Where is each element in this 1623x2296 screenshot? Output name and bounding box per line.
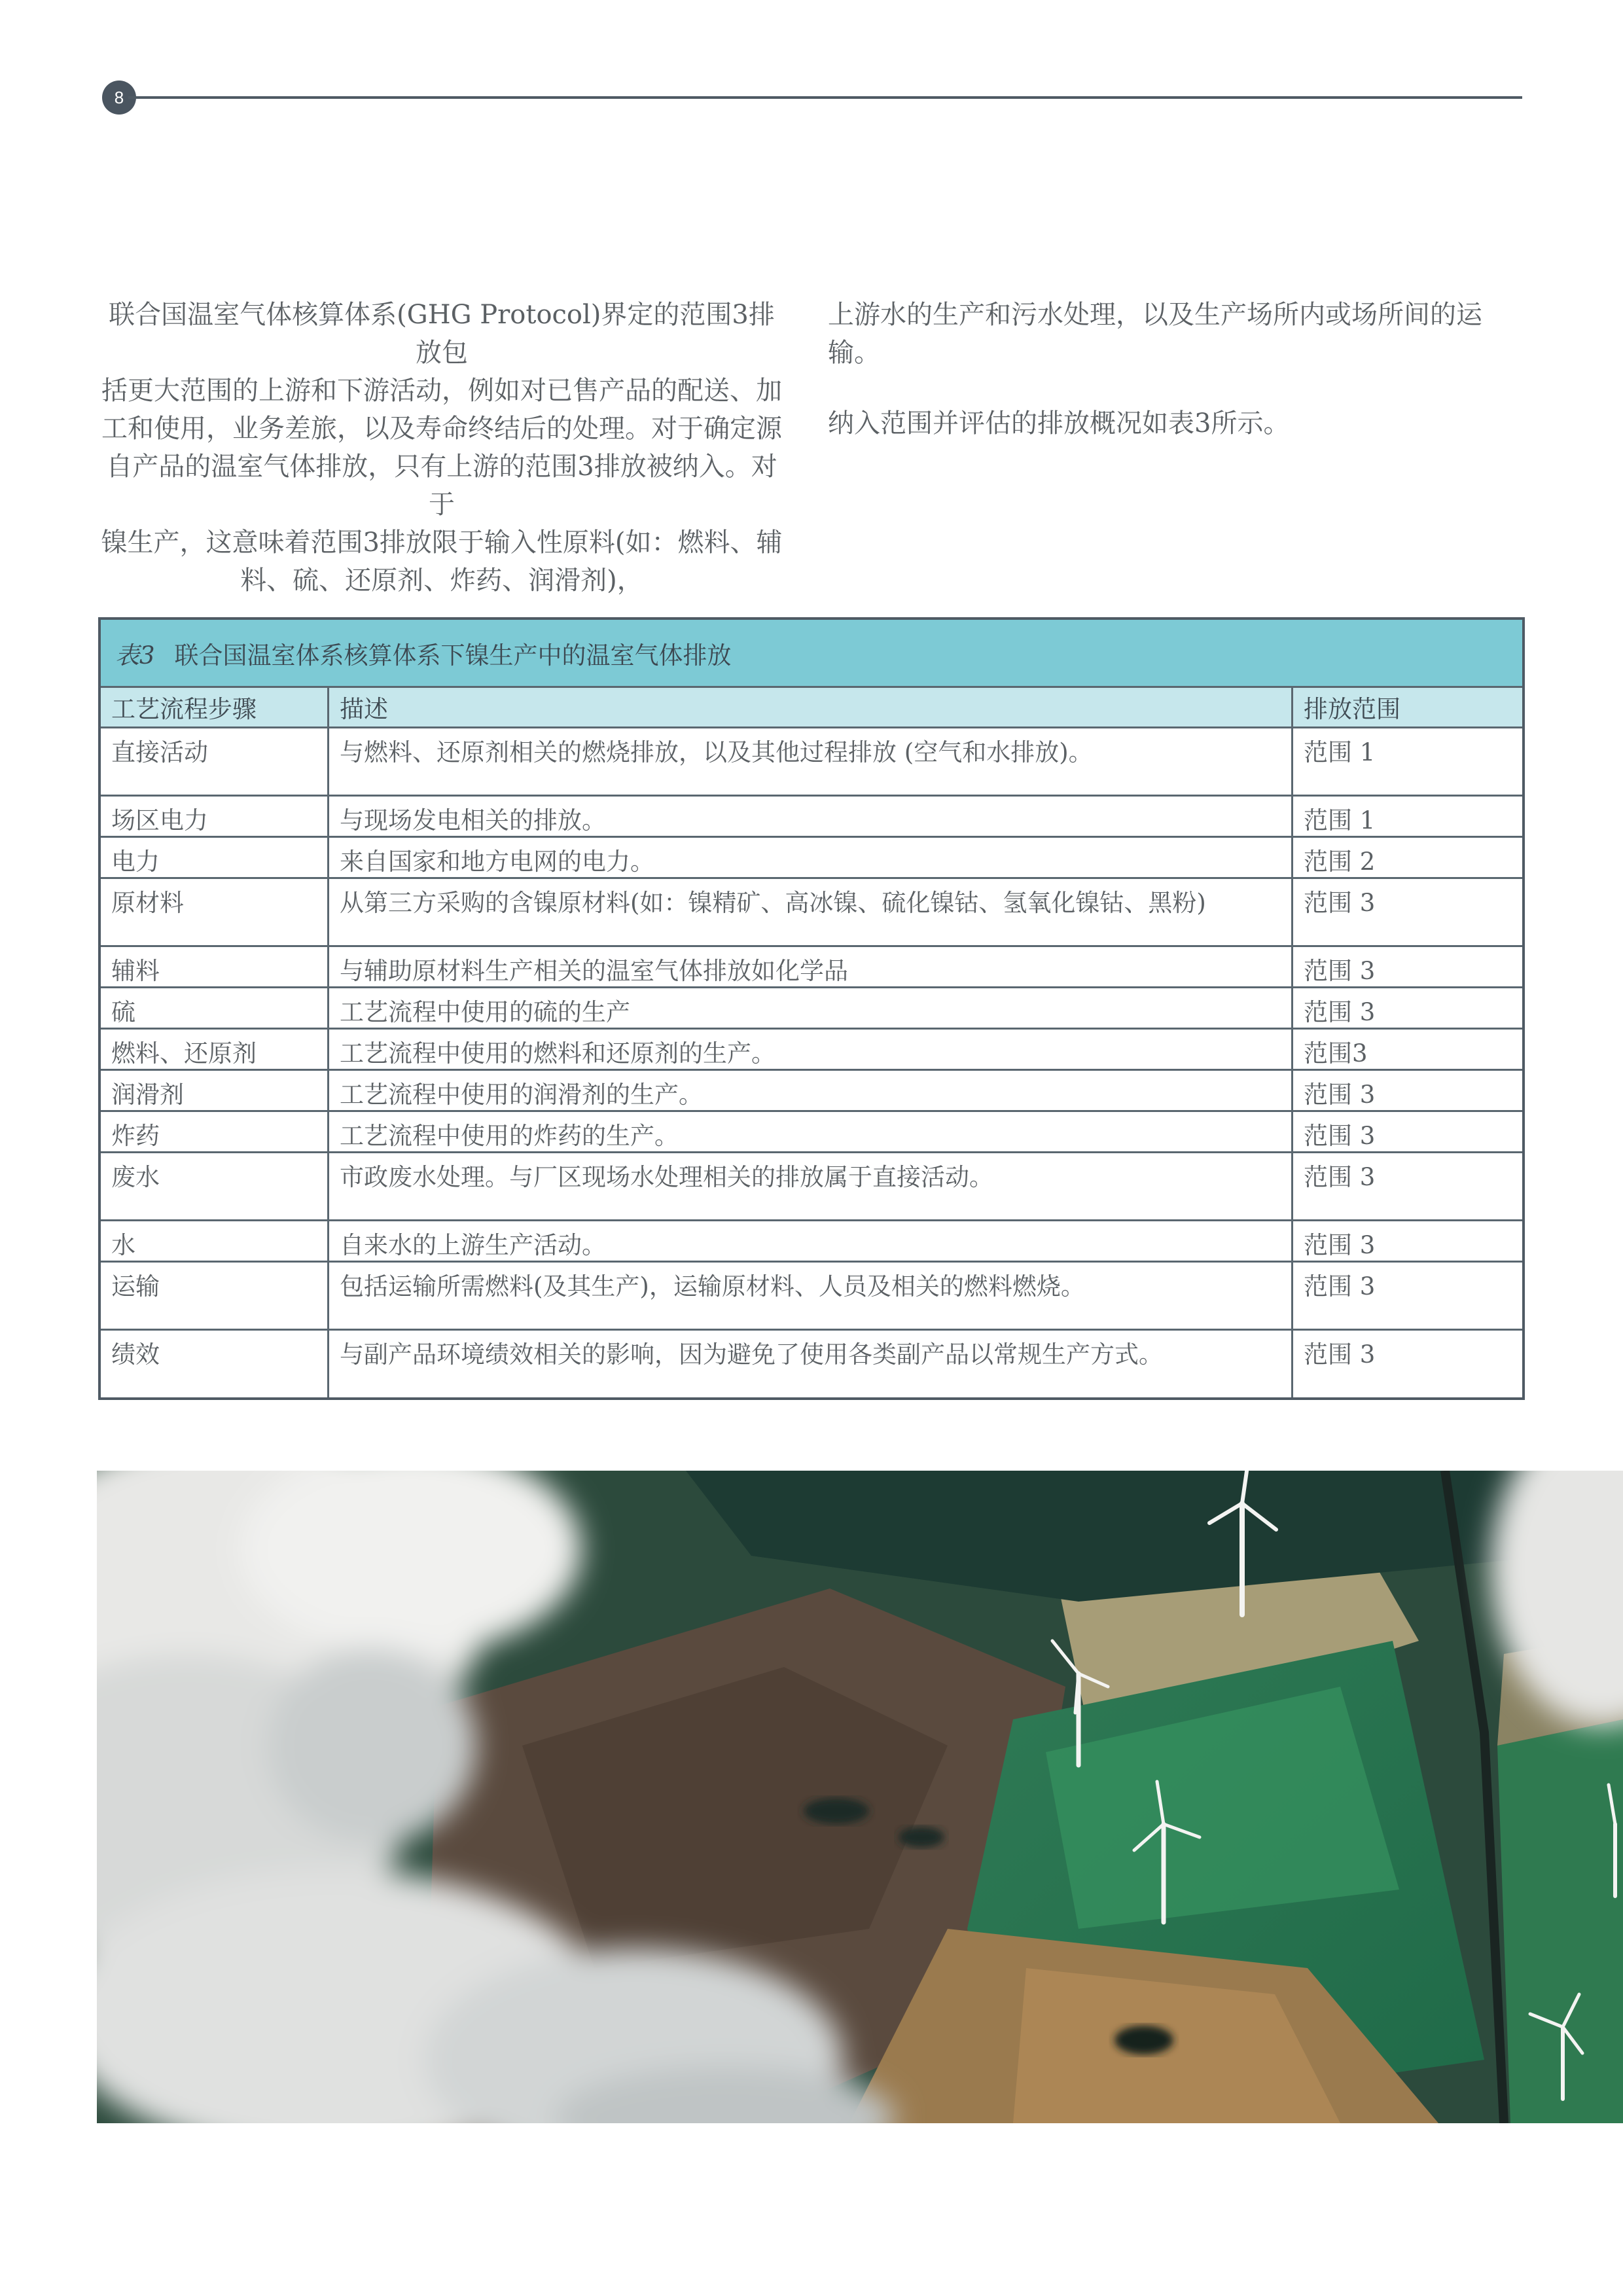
cell-step: 绩效 bbox=[101, 1329, 329, 1397]
cell-step: 炸药 bbox=[101, 1111, 329, 1152]
table-row bbox=[101, 1329, 1522, 1397]
cell-step: 辅料 bbox=[101, 946, 329, 987]
cell-step: 直接活动 bbox=[101, 727, 329, 795]
aerial-wind-farm-photo bbox=[97, 1471, 1623, 2123]
table-row bbox=[101, 1261, 1522, 1329]
column-header-scope: 排放范围 bbox=[1293, 688, 1523, 727]
header-rule bbox=[128, 96, 1522, 99]
table-number: 表3 bbox=[115, 641, 155, 670]
cell-scope: 范围 1 bbox=[1293, 727, 1523, 795]
cell-step: 电力 bbox=[101, 836, 329, 878]
table-row bbox=[101, 987, 1522, 1028]
table-grid bbox=[101, 688, 1522, 1397]
table-row bbox=[101, 878, 1522, 946]
table-row bbox=[101, 836, 1522, 878]
cell-scope: 范围 2 bbox=[1293, 836, 1523, 878]
cell-step: 润滑剂 bbox=[101, 1069, 329, 1111]
table-row bbox=[101, 1111, 1522, 1152]
cell-scope: 范围3 bbox=[1293, 1028, 1523, 1069]
table-row bbox=[101, 795, 1522, 836]
intro-paragraph: 上游水的生产和污水处理，以及生产场所内或场所间的运输。 bbox=[828, 300, 1482, 368]
cell-scope: 范围 1 bbox=[1293, 795, 1523, 836]
cell-scope: 范围 3 bbox=[1293, 946, 1523, 987]
cell-step: 场区电力 bbox=[101, 795, 329, 836]
cell-step: 燃料、还原剂 bbox=[101, 1028, 329, 1069]
table-row bbox=[101, 1152, 1522, 1220]
intro-right-column bbox=[828, 296, 1495, 442]
table-row bbox=[101, 1220, 1522, 1261]
cell-scope: 范围 3 bbox=[1293, 1111, 1523, 1152]
cell-step: 硫 bbox=[101, 987, 329, 1028]
cell-description: 与副产品环境绩效相关的影响，因为避免了使用各类副产品以常规生产方式。 bbox=[329, 1329, 1293, 1397]
cell-description: 来自国家和地方电网的电力。 bbox=[329, 836, 1293, 878]
cell-description: 从第三方采购的含镍原材料(如：镍精矿、高冰镍、硫化镍钴、氢氧化镍钴、黑粉) bbox=[329, 878, 1293, 946]
intro-line: 镍生产，这意味着范围3排放限于输入性原料(如：燃料、辅 bbox=[101, 528, 783, 558]
cell-scope: 范围 3 bbox=[1293, 1220, 1523, 1261]
intro-left-column bbox=[98, 296, 785, 600]
intro-paragraph: 纳入范围并评估的排放概况如表3所示。 bbox=[828, 408, 1290, 439]
table-row bbox=[101, 1028, 1522, 1069]
cell-description: 工艺流程中使用的炸药的生产。 bbox=[329, 1111, 1293, 1152]
cell-scope: 范围 3 bbox=[1293, 987, 1523, 1028]
table-title: 联合国温室体系核算体系下镍生产中的温室气体排放 bbox=[174, 641, 732, 670]
cell-description: 与燃料、还原剂相关的燃烧排放，以及其他过程排放 (空气和水排放)。 bbox=[329, 727, 1293, 795]
page-number: 8 bbox=[102, 81, 136, 115]
cell-step: 水 bbox=[101, 1220, 329, 1261]
cell-description: 与现场发电相关的排放。 bbox=[329, 795, 1293, 836]
table-caption bbox=[101, 620, 1522, 688]
cell-description: 工艺流程中使用的硫的生产 bbox=[329, 987, 1293, 1028]
table-row bbox=[101, 1069, 1522, 1111]
emissions-table bbox=[98, 617, 1525, 1400]
table-row bbox=[101, 727, 1522, 795]
cell-step: 废水 bbox=[101, 1152, 329, 1220]
column-header-description: 描述 bbox=[329, 688, 1293, 727]
intro-line: 联合国温室气体核算体系(GHG Protocol)界定的范围3排放包 bbox=[109, 300, 775, 368]
cell-description: 自来水的上游生产活动。 bbox=[329, 1220, 1293, 1261]
cell-description: 工艺流程中使用的润滑剂的生产。 bbox=[329, 1069, 1293, 1111]
cell-scope: 范围 3 bbox=[1293, 1329, 1523, 1397]
cell-description: 与辅助原材料生产相关的温室气体排放如化学品 bbox=[329, 946, 1293, 987]
cell-description: 市政废水处理。与厂区现场水处理相关的排放属于直接活动。 bbox=[329, 1152, 1293, 1220]
cell-scope: 范围 3 bbox=[1293, 878, 1523, 946]
table-header-row bbox=[101, 688, 1522, 727]
cell-description: 包括运输所需燃料(及其生产)，运输原材料、人员及相关的燃料燃烧。 bbox=[329, 1261, 1293, 1329]
cell-scope: 范围 3 bbox=[1293, 1069, 1523, 1111]
cell-scope: 范围 3 bbox=[1293, 1261, 1523, 1329]
intro-line: 括更大范围的上游和下游活动，例如对已售产品的配送、加 bbox=[101, 376, 782, 406]
intro-line: 工和使用，业务差旅，以及寿命终结后的处理。对于确定源 bbox=[101, 414, 782, 444]
cell-description: 工艺流程中使用的燃料和还原剂的生产。 bbox=[329, 1028, 1293, 1069]
table-row bbox=[101, 946, 1522, 987]
intro-line: 料、硫、还原剂、炸药、润滑剂)， bbox=[240, 565, 643, 596]
cell-step: 运输 bbox=[101, 1261, 329, 1329]
intro-line: 自产品的温室气体排放，只有上游的范围3排放被纳入。对于 bbox=[106, 452, 777, 520]
cell-step: 原材料 bbox=[101, 878, 329, 946]
cell-scope: 范围 3 bbox=[1293, 1152, 1523, 1220]
column-header-step: 工艺流程步骤 bbox=[101, 688, 329, 727]
